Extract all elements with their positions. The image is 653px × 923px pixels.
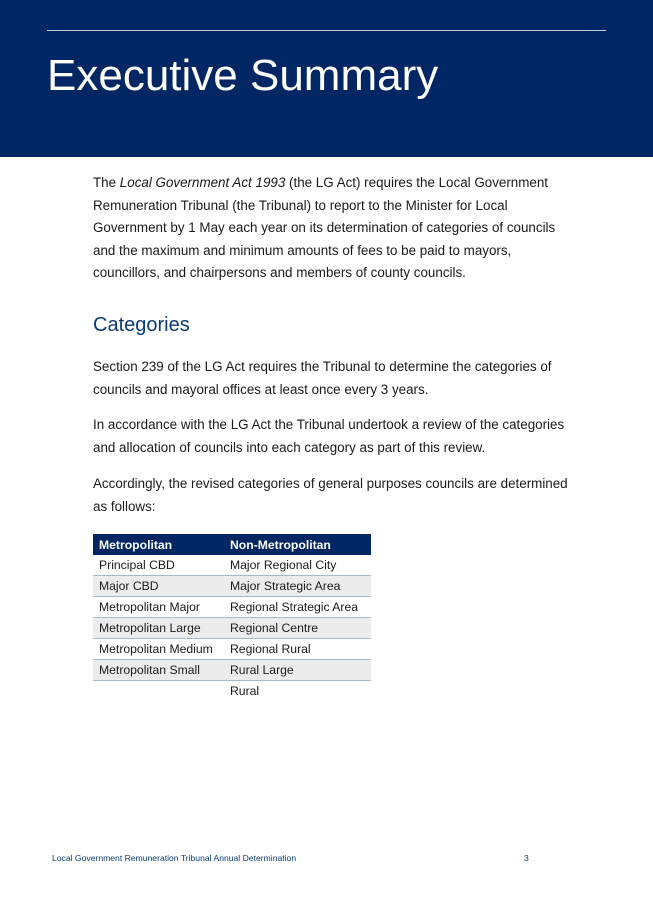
table-row — [93, 555, 371, 576]
page-title: Executive Summary — [47, 51, 439, 100]
table-header-row — [93, 534, 371, 555]
table-cell: Rural Large — [224, 660, 371, 681]
table-cell-empty — [93, 681, 224, 702]
table-row — [93, 681, 371, 702]
table-cell: Major Regional City — [224, 555, 371, 576]
table-cell: Metropolitan Large — [93, 618, 224, 639]
table-row — [93, 597, 371, 618]
table-cell: Regional Centre — [224, 618, 371, 639]
footer-document-title: Local Government Remuneration Tribunal Annual Determination — [52, 853, 297, 863]
intro-prefix: The — [93, 175, 120, 190]
header-non-metropolitan: Non-Metropolitan — [224, 534, 371, 555]
table-cell: Metropolitan Major — [93, 597, 224, 618]
categories-paragraph-3: Accordingly, the revised categories of general purposes councils are determined as follows: — [93, 476, 568, 514]
banner-divider — [47, 30, 606, 31]
table-row — [93, 576, 371, 597]
table-row — [93, 639, 371, 660]
intro-paragraph — [93, 172, 568, 285]
intro-rest: (the LG Act) requires the Local Government Remuneration Tribunal (the Tribunal) to report to the Minister for Local Government by 1 May each year on its determination of categories of councils and the maximum and minimum amounts of fees to be paid to mayors, councillors, and chairpersons and members of county councils. — [93, 175, 556, 281]
section-heading-categories: Categories — [93, 314, 190, 336]
header-metropolitan: Metropolitan — [93, 534, 224, 555]
act-name: Local Government Act 1993 — [119, 175, 286, 190]
table-cell: Metropolitan Medium — [93, 639, 224, 660]
table-cell: Metropolitan Small — [93, 660, 224, 681]
categories-table — [93, 534, 371, 701]
table-cell: Rural — [230, 684, 260, 698]
table-cell: Regional Strategic Area — [224, 597, 371, 618]
table-row — [93, 618, 371, 639]
table-cell: Major Strategic Area — [224, 576, 371, 597]
categories-paragraph-1: Section 239 of the LG Act requires the Tribunal to determine the categories of councils and mayoral offices at least once every 3 years. — [93, 359, 552, 397]
table-row — [93, 660, 371, 681]
categories-paragraph-2: In accordance with the LG Act the Tribunal undertook a review of the categories and allocation of councils into each category as part of this review. — [93, 417, 565, 455]
table-cell: Principal CBD — [93, 555, 224, 576]
table-cell: Major CBD — [93, 576, 224, 597]
table-cell: Regional Rural — [224, 639, 371, 660]
footer-page-number: 3 — [524, 853, 529, 863]
title-banner — [0, 0, 653, 157]
